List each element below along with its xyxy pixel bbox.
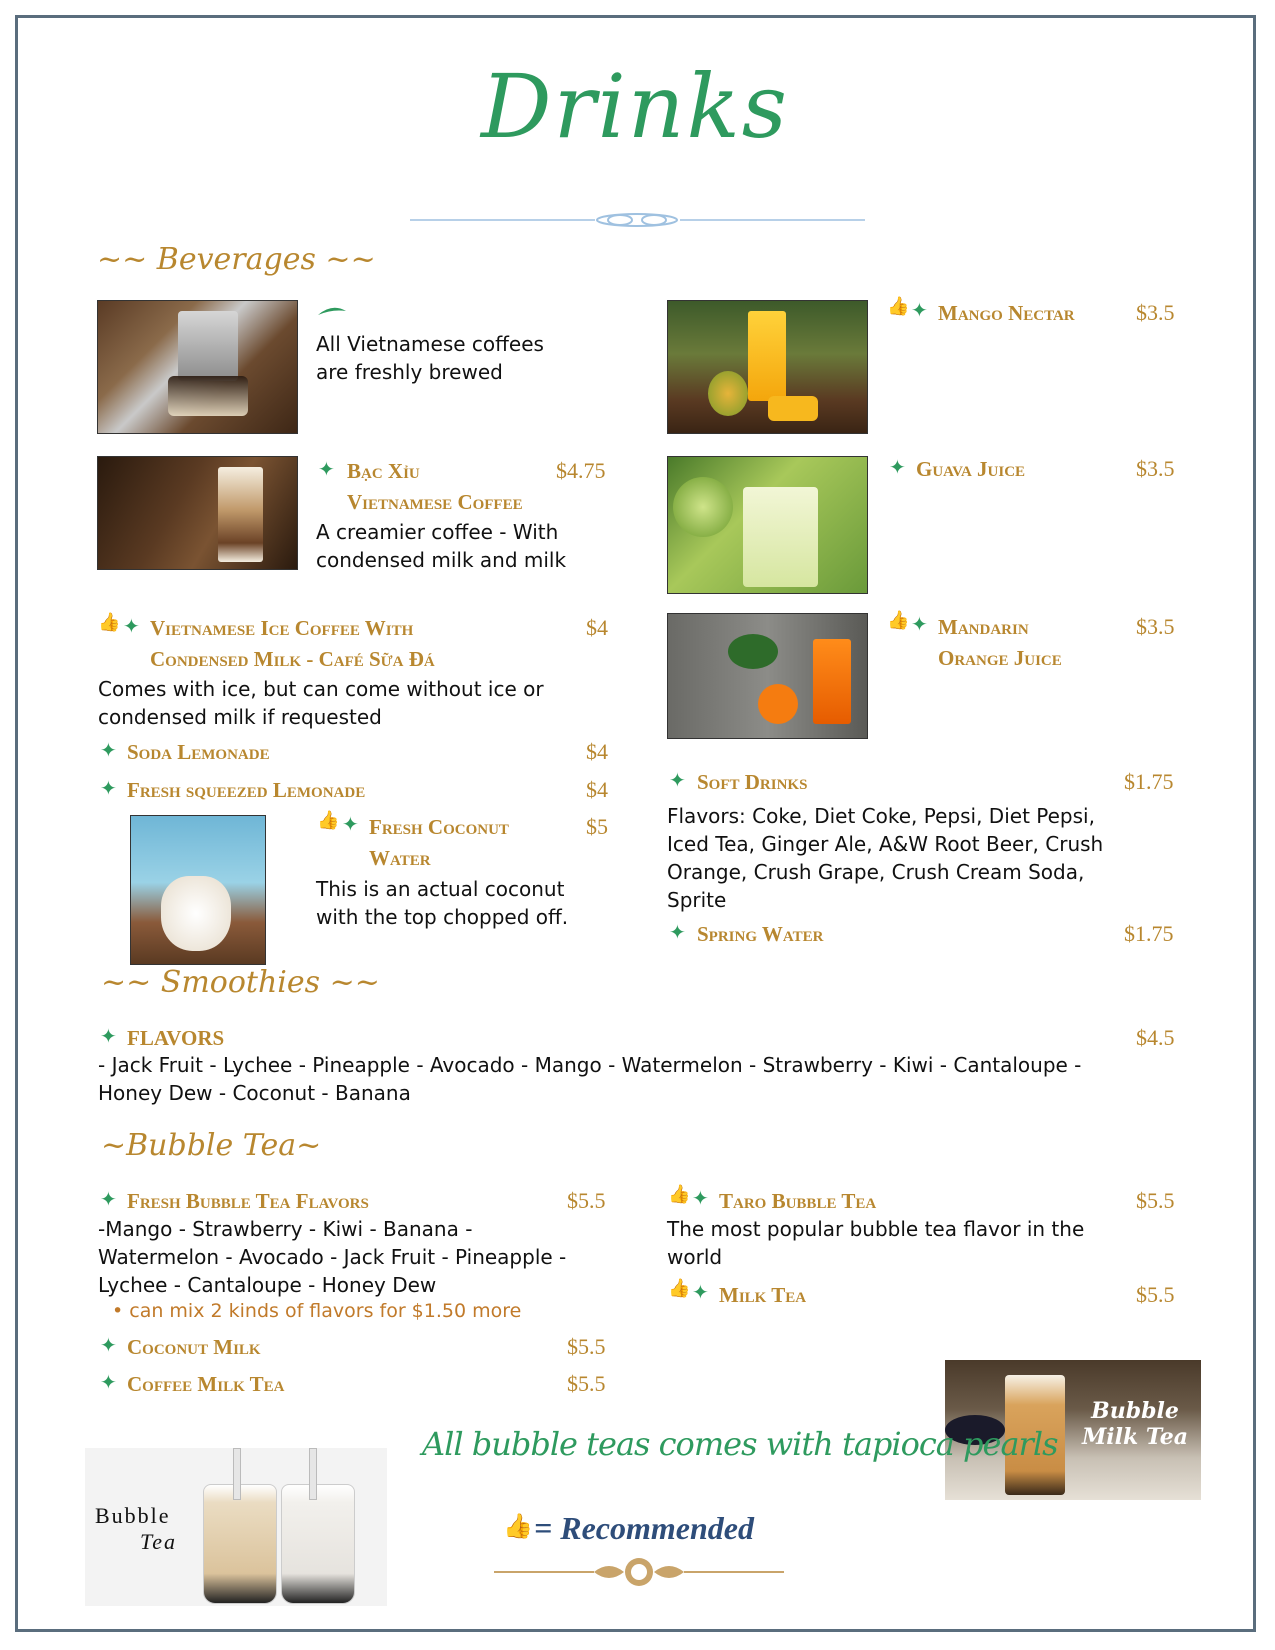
title-ornament <box>410 205 865 235</box>
milk-tea-name: Milk Tea <box>719 1283 807 1307</box>
soft-drinks-description: Flavors: Coke, Diet Coke, Pepsi, Diet Pepsi, Iced Tea, Ginger Ale, A&W Root Beer, Crush Orange, Crush Grape, Crush Cream Soda, Sprite <box>667 804 1104 912</box>
sparkle-icon: ✦ <box>911 298 928 322</box>
sparkle-icon: ✦ <box>100 776 117 800</box>
bubble-tea-caption-1: Bubble <box>95 1503 171 1528</box>
sparkle-icon: ✦ <box>669 920 686 944</box>
spring-water-price: $1.75 <box>1124 921 1174 946</box>
spring-water-name: Spring Water <box>697 922 824 946</box>
smoothie-flavors-description: - Jack Fruit - Lychee - Pineapple - Avocado - Mango - Watermelon - Strawberry - Kiwi - Cantaloupe - Honey Dew - Coconut - Banana <box>98 1053 1082 1105</box>
coconut-milk-name: Coconut Milk <box>127 1335 261 1359</box>
sparkle-icon: ✦ <box>100 1370 117 1394</box>
smoothie-flavors-name: FLAVORS <box>127 1026 225 1050</box>
fresh-lemonade-price: $4 <box>586 777 608 802</box>
thumbs-up-icon: 👍 <box>668 1278 691 1299</box>
mandarin-juice-name <box>938 612 1118 674</box>
taro-bubble-tea-description: The most popular bubble tea flavor in the world <box>667 1217 1085 1269</box>
iced-coffee-price: $4 <box>586 615 608 640</box>
bubble-tea-caption-2: Tea <box>140 1529 177 1554</box>
mandarin-orange-juice-photo <box>667 613 868 739</box>
iced-coffee-name-line2: Condensed Milk - Café Sữa Đá <box>150 647 435 671</box>
soft-drinks-price: $1.75 <box>1124 769 1174 794</box>
leaf-ornament-icon <box>316 305 348 319</box>
smoothie-price: $4.5 <box>1136 1025 1175 1050</box>
thumbs-up-icon: 👍 <box>668 1184 691 1205</box>
sparkle-icon: ✦ <box>342 812 359 836</box>
sparkle-icon: ✦ <box>100 1187 117 1211</box>
bottom-ornament <box>494 1555 784 1590</box>
coffee-intro-text: All Vietnamese coffees are freshly brewed <box>316 332 544 384</box>
iced-coffee-name-line1: Vietnamese Ice Coffee With <box>150 616 414 640</box>
sparkle-icon: ✦ <box>100 1333 117 1357</box>
page-title: Drinks <box>481 55 789 158</box>
coconut-water-name <box>369 812 549 874</box>
fresh-bubble-tea-description: -Mango - Strawberry - Kiwi - Banana - Watermelon - Avocado - Jack Fruit - Pineapple - Lychee - Cantaloupe - Honey Dew <box>98 1217 567 1297</box>
sparkle-icon: ✦ <box>100 1024 117 1048</box>
mandarin-juice-name-line2: Orange Juice <box>938 646 1062 670</box>
iced-coffee-description: Comes with ice, but can come without ice or condensed milk if requested <box>98 677 544 729</box>
mango-nectar-photo <box>667 300 868 434</box>
soft-drinks-name: Soft Drinks <box>697 770 808 794</box>
taro-bubble-tea-price: $5.5 <box>1136 1188 1175 1213</box>
sparkle-icon: ✦ <box>669 768 686 792</box>
recommended-legend: = Recommended <box>534 1510 754 1546</box>
fresh-lemonade-name: Fresh squeezed Lemonade <box>127 778 366 802</box>
smoothies-heading: ~~ Smoothies ~~ <box>101 965 380 1000</box>
soda-lemonade-price: $4 <box>586 739 608 764</box>
sparkle-icon: ✦ <box>692 1280 709 1304</box>
fresh-bubble-tea-price: $5.5 <box>567 1188 606 1213</box>
coffee-milk-tea-price: $5.5 <box>567 1371 606 1396</box>
bac-xiu-name-line1: Bạc Xỉu <box>347 459 420 483</box>
guava-juice-price: $3.5 <box>1136 456 1175 481</box>
coconut-milk-price: $5.5 <box>567 1334 606 1359</box>
beverages-heading: ~~ Beverages ~~ <box>97 242 376 277</box>
guava-juice-photo <box>667 456 868 594</box>
mandarin-juice-price: $3.5 <box>1136 614 1175 639</box>
mango-nectar-name: Mango Nectar <box>938 301 1075 325</box>
bac-xiu-description: A creamier coffee - With condensed milk and milk <box>316 520 567 572</box>
thumbs-up-icon: 👍 <box>317 810 340 831</box>
thumbs-up-icon: 👍 <box>887 296 910 317</box>
bac-xiu-name <box>347 456 557 518</box>
bubble-milk-tea-caption-1: Bubble <box>1091 1398 1179 1424</box>
sparkle-icon: ✦ <box>889 455 906 479</box>
bac-xiu-photo <box>97 456 298 570</box>
milk-tea-price: $5.5 <box>1136 1282 1175 1307</box>
vietnamese-coffee-photo <box>97 300 298 434</box>
tapioca-pearls-note: All bubble teas comes with tapioca pearls <box>422 1425 1058 1463</box>
guava-juice-name: Guava Juice <box>916 457 1026 481</box>
thumbs-up-icon: 👍 <box>503 1512 533 1540</box>
coffee-milk-tea-name: Coffee Milk Tea <box>127 1372 285 1396</box>
iced-coffee-name <box>150 613 550 675</box>
coconut-water-photo <box>130 815 266 965</box>
sparkle-icon: ✦ <box>318 457 335 481</box>
bubble-tea-heading: ~Bubble Tea~ <box>101 1128 322 1163</box>
coconut-water-description: This is an actual coconut with the top chopped off. <box>316 877 569 929</box>
bac-xiu-price: $4.75 <box>556 458 606 483</box>
bac-xiu-name-line2: Vietnamese Coffee <box>347 490 523 514</box>
bubble-milk-tea-caption-2: Milk Tea <box>1081 1424 1189 1450</box>
fresh-bubble-tea-name: Fresh Bubble Tea Flavors <box>127 1189 369 1213</box>
coconut-water-price: $5 <box>586 814 608 839</box>
soda-lemonade-name: Soda Lemonade <box>127 740 270 764</box>
thumbs-up-icon: 👍 <box>887 610 910 631</box>
mango-nectar-price: $3.5 <box>1136 300 1175 325</box>
mandarin-juice-name-line1: Mandarin <box>938 615 1029 639</box>
sparkle-icon: ✦ <box>100 738 117 762</box>
sparkle-icon: ✦ <box>911 612 928 636</box>
thumbs-up-icon: 👍 <box>98 612 121 633</box>
coconut-water-name-line2: Water <box>369 846 431 870</box>
coconut-water-name-line1: Fresh Coconut <box>369 815 509 839</box>
mix-flavors-note: • can mix 2 kinds of flavors for $1.50 more <box>112 1300 522 1322</box>
sparkle-icon: ✦ <box>123 614 140 638</box>
bubble-tea-photo <box>85 1448 387 1606</box>
taro-bubble-tea-name: Taro Bubble Tea <box>719 1189 877 1213</box>
sparkle-icon: ✦ <box>692 1186 709 1210</box>
